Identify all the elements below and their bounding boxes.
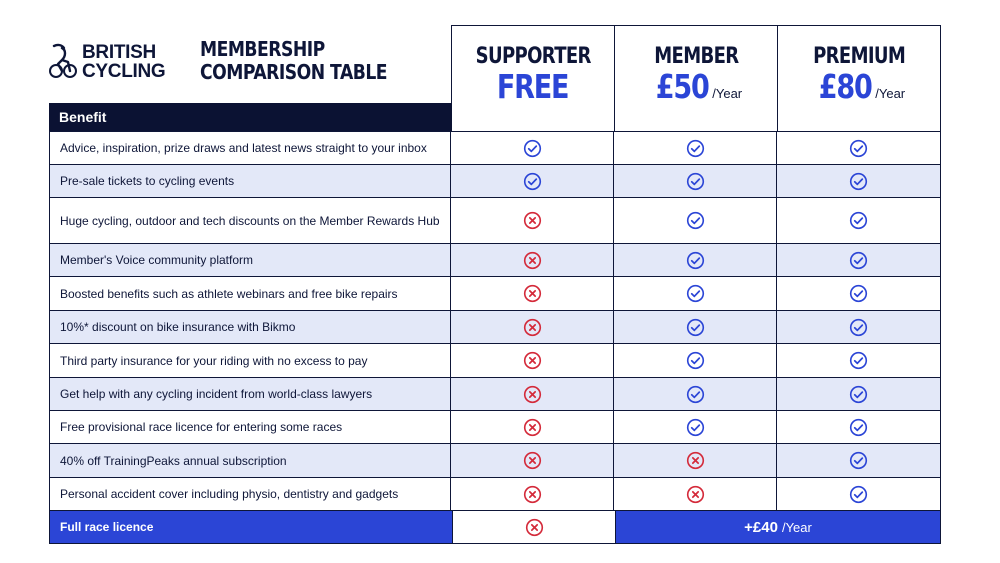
plan-unit: /Year bbox=[712, 86, 743, 101]
check-icon bbox=[450, 165, 613, 197]
benefit-label: 10%* discount on bike insurance with Bikmo bbox=[60, 320, 296, 334]
benefit-row bbox=[49, 243, 941, 276]
cross-icon bbox=[613, 478, 776, 510]
cross-icon bbox=[450, 244, 613, 276]
benefit-row bbox=[49, 131, 941, 164]
benefit-row bbox=[49, 477, 941, 510]
check-icon bbox=[613, 344, 776, 377]
check-icon bbox=[776, 132, 940, 164]
race-licence-addon bbox=[615, 511, 940, 543]
check-icon bbox=[613, 132, 776, 164]
benefit-label: Huge cycling, outdoor and tech discounts on the Member Rewards Hub bbox=[60, 213, 440, 228]
check-icon bbox=[776, 244, 940, 276]
benefit-label: Advice, inspiration, prize draws and latest news straight to your inbox bbox=[60, 141, 427, 155]
race-licence-label: Full race licence bbox=[50, 511, 452, 543]
cross-icon bbox=[450, 444, 613, 477]
check-icon bbox=[613, 277, 776, 310]
plan-name: MEMBER bbox=[653, 44, 739, 69]
check-icon bbox=[776, 378, 940, 410]
benefit-row bbox=[49, 197, 941, 243]
benefit-row bbox=[49, 410, 941, 443]
cross-icon bbox=[450, 344, 613, 377]
benefit-row bbox=[49, 443, 941, 477]
benefit-column-header: Benefit bbox=[49, 103, 452, 131]
comparison-table bbox=[49, 25, 941, 544]
check-icon bbox=[613, 411, 776, 443]
plan-price: £50 bbox=[655, 67, 709, 106]
addon-price: +£40 bbox=[744, 518, 778, 536]
benefit-label: 40% off TrainingPeaks annual subscription bbox=[60, 453, 287, 468]
check-icon bbox=[613, 311, 776, 343]
plan-name: SUPPORTER bbox=[475, 44, 591, 69]
benefit-row bbox=[49, 164, 941, 197]
check-icon bbox=[613, 378, 776, 410]
plan-price: FREE bbox=[497, 67, 569, 106]
benefit-label: Member's Voice community platform bbox=[60, 253, 254, 267]
race-licence-row bbox=[49, 510, 941, 544]
plan-price: £80 bbox=[818, 67, 872, 106]
brand-line-1: BRITISH bbox=[82, 42, 156, 63]
title-line-2: COMPARISON TABLE bbox=[200, 60, 388, 84]
benefit-row bbox=[49, 377, 941, 410]
benefit-row bbox=[49, 310, 941, 343]
plan-unit: /Year bbox=[875, 86, 906, 101]
cross-icon bbox=[450, 378, 613, 410]
benefit-label: Personal accident cover including physio, dentistry and gadgets bbox=[60, 487, 399, 501]
benefit-label: Free provisional race licence for entering some races bbox=[60, 420, 343, 434]
check-icon bbox=[776, 478, 940, 510]
check-icon bbox=[613, 198, 776, 243]
plan-header-premium bbox=[777, 25, 941, 131]
check-icon bbox=[776, 344, 940, 377]
cross-icon bbox=[450, 311, 613, 343]
cross-icon bbox=[450, 411, 613, 443]
benefit-label: Pre-sale tickets to cycling events bbox=[60, 174, 235, 188]
check-icon bbox=[776, 165, 940, 197]
addon-unit: /Year bbox=[781, 519, 812, 535]
check-icon bbox=[776, 198, 940, 243]
benefit-row bbox=[49, 276, 941, 310]
check-icon bbox=[776, 444, 940, 477]
benefit-label: Get help with any cycling incident from world-class lawyers bbox=[60, 387, 373, 401]
title-line-1: MEMBERSHIP bbox=[200, 37, 325, 61]
cross-icon bbox=[450, 277, 613, 310]
benefit-label: Third party insurance for your riding with no excess to pay bbox=[60, 353, 368, 368]
race-licence-supporter bbox=[452, 511, 615, 543]
benefit-label: Boosted benefits such as athlete webinars and free bike repairs bbox=[60, 286, 398, 301]
benefit-row bbox=[49, 343, 941, 377]
brand-line-2: CYCLING bbox=[82, 61, 166, 82]
plan-header-supporter bbox=[451, 25, 615, 131]
cross-icon bbox=[450, 478, 613, 510]
check-icon bbox=[776, 311, 940, 343]
plan-name: PREMIUM bbox=[812, 44, 906, 69]
check-icon bbox=[613, 165, 776, 197]
plan-header-member bbox=[614, 25, 778, 131]
check-icon bbox=[776, 411, 940, 443]
cross-icon bbox=[613, 444, 776, 477]
check-icon bbox=[613, 244, 776, 276]
check-icon bbox=[450, 132, 613, 164]
cross-icon bbox=[450, 198, 613, 243]
check-icon bbox=[776, 277, 940, 310]
